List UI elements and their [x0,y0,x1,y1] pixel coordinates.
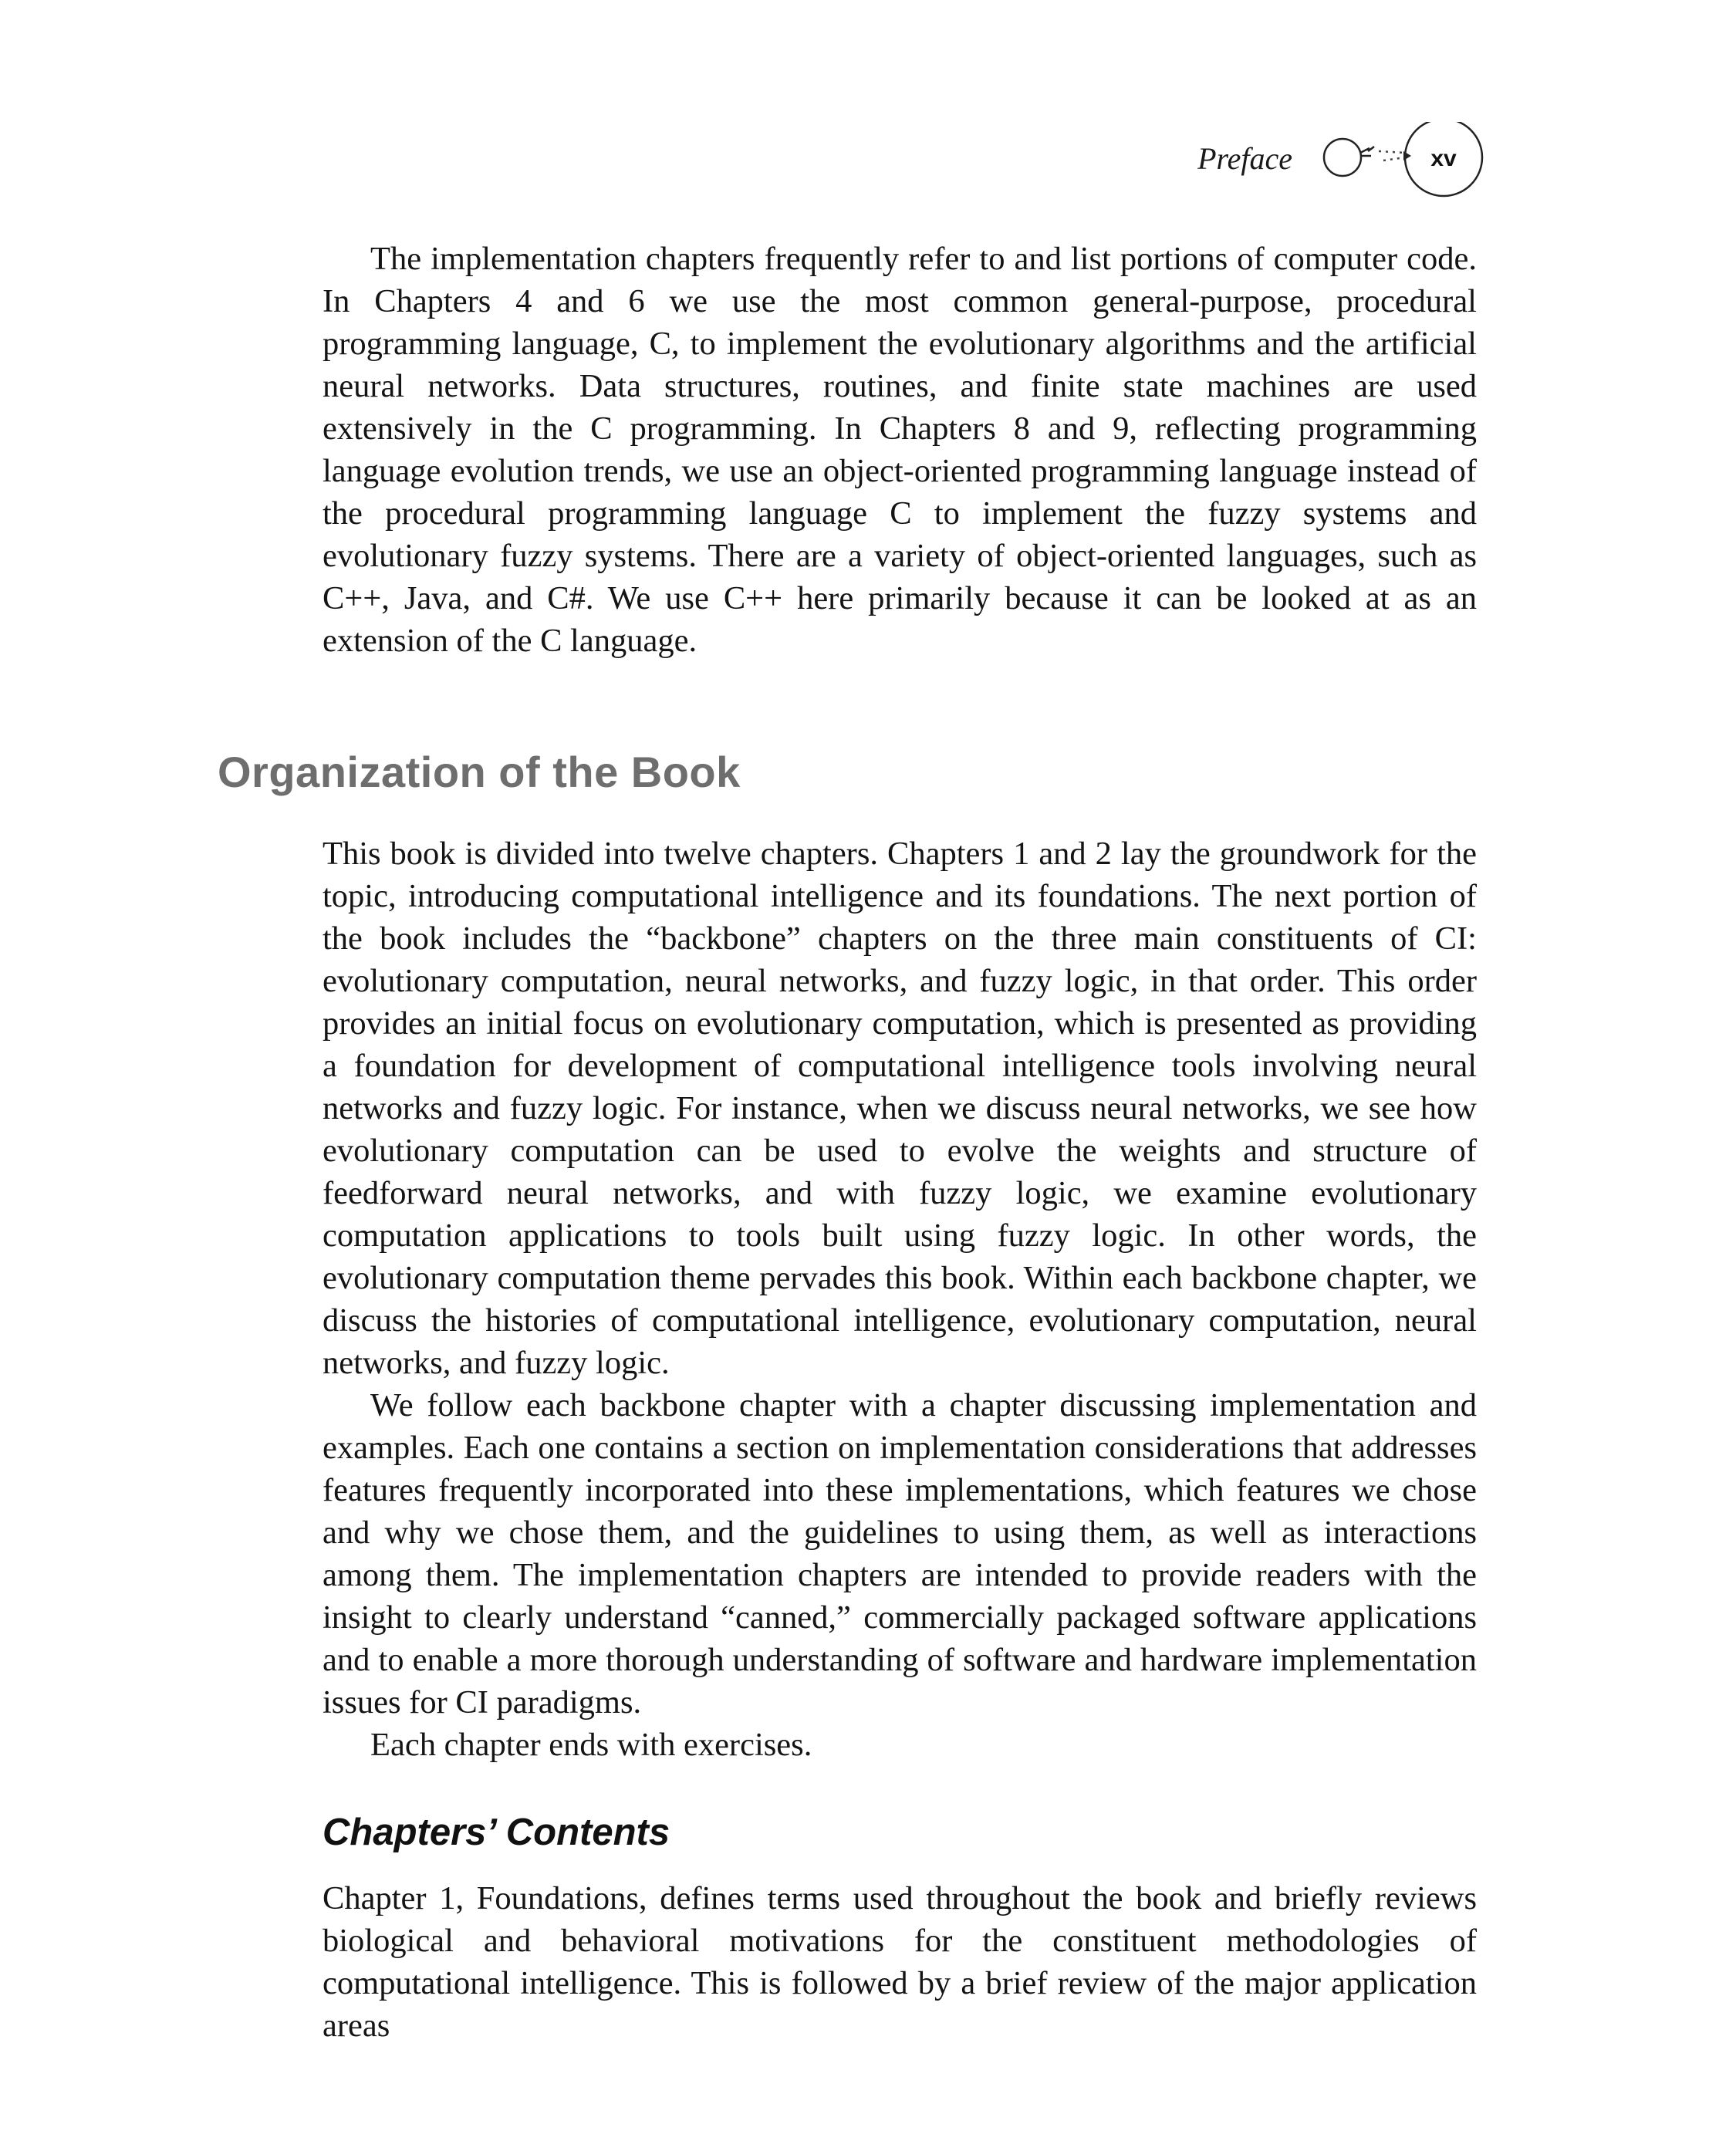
intro-section [323,238,1477,662]
paragraph: The implementation chapters frequently refer to and list portions of computer code. In Chapters 4 and 6 we use the most common general-purpose, procedural programming language, C, to implement the evolutionary algorithms and the artificial neural networks. Data structures, routines, and finite state machines are used extensively in the C programming. In Chapters 8 and 9, reflecting programming language evolution trends, we use an object-oriented programming language instead of the procedural programming language C to implement the fuzzy systems and evolutionary fuzzy systems. There are a variety of object-oriented languages, such as C++, Java, and C#. We use C++ here primarily because it can be looked at as an extension of the C language. [323,241,1477,659]
paragraph: This book is divided into twelve chapters. Chapters 1 and 2 lay the groundwork for the topic, introducing computational intelligence and its foundations. The next portion of the book includes the “backbone” chapters on the three main constituents of CI: evolutionary computation, neural networks, and fuzzy logic, in that order. This order provides an initial focus on evolutionary computation, which is presented as providing a foundation for development of computational intelligence tools involving neural networks and fuzzy logic. For instance, when we discuss neural networks, we see how evolutionary computation can be used to evolve the weights and structure of feedforward neural networks, and with fuzzy logic, we examine evolutionary computation applications to tools built using fuzzy logic. In other words, the evolutionary computation theme pervades this book. Within each backbone chapter, we discuss the histories of computational intelligence, evolutionary computation, neural networks, and fuzzy logic. [323,836,1477,1381]
subsection-heading: Chapters’ Contents [323,1812,670,1853]
organization-section [323,832,1477,1766]
folio-ornament-icon [1308,122,1497,207]
running-head [1003,122,1497,207]
folio-number: xv [1430,146,1457,171]
section-heading: Organization of the Book [218,748,741,796]
paragraph: Each chapter ends with exercises. [370,1727,812,1763]
chapters-contents-section [323,1877,1477,2047]
running-title: Preface [1197,141,1292,176]
paragraph: Chapter 1, Foundations, defines terms used throughout the book and briefly reviews biological and behavioral motivations for the constituent methodologies of computational intelligence. This is followed by a brief review of the major application areas [323,1880,1477,2044]
paragraph: We follow each backbone chapter with a chapter discussing implementation and examples. Each one contains a section on implementation considerations that addresses features frequently incorporated into these implementations, which features we chose and why we chose them, and the guidelines to using them, as well as interactions among them. The implementation chapters are intended to provide readers with the insight to clearly understand “canned,” commercially packaged software applications and to enable a more thorough understanding of software and hardware implementation issues for CI paradigms. [323,1387,1477,1721]
